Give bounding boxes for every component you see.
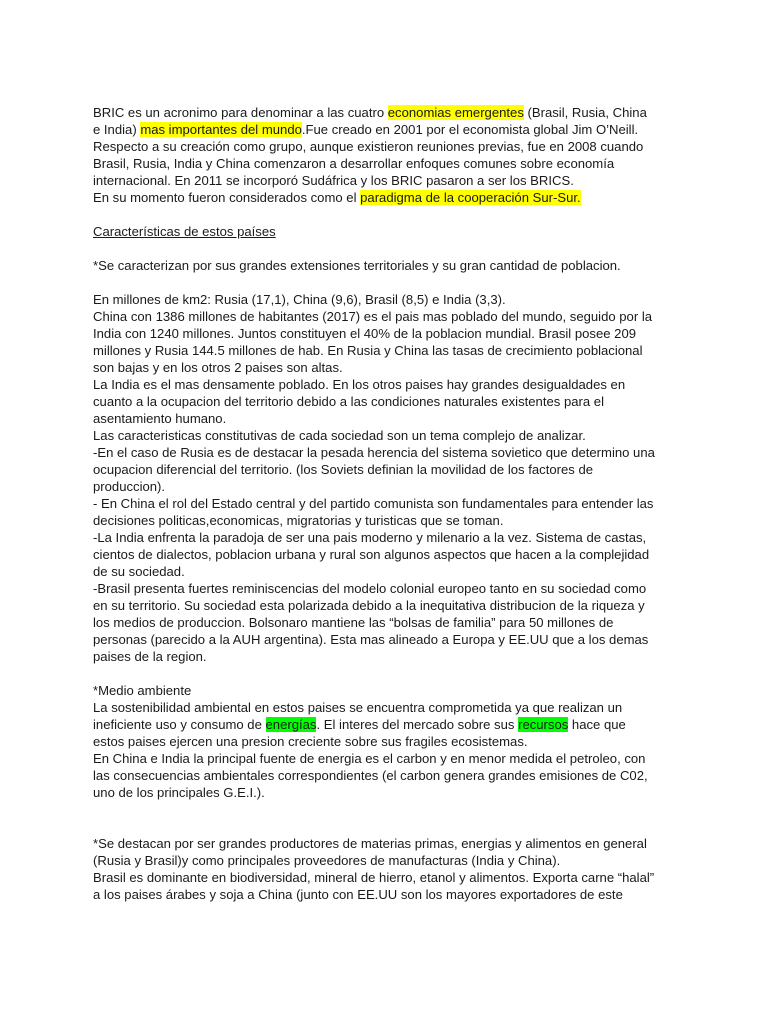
text-run: ineficiente uso y consumo de [93,717,266,732]
text-line [93,682,677,699]
text-line [93,410,677,427]
text-run: *Medio ambiente [93,683,192,698]
text-line [93,495,677,512]
text-run: e India) [93,122,141,137]
paragraph-gap [93,665,677,682]
text-line [93,529,677,546]
text-line [93,852,677,869]
text-run: *Se destacan por ser grandes productores de materias primas, energias y alimentos en general [93,836,647,851]
text-run: hace que [568,717,626,732]
text-line [93,597,677,614]
text-line [93,869,677,886]
text-line [93,750,677,767]
text-line [93,223,677,240]
text-run: personas (parecido a la AUH argentina). Esta mas alineado a Europa y EE.UU que a los demas [93,632,649,647]
paragraph [93,682,677,801]
paragraph [93,835,677,903]
section-heading: Características de estos países [93,224,276,239]
text-run: asentamiento humano. [93,411,227,426]
text-line [93,767,677,784]
text-run: .Fue creado en 2001 por el economista global Jim O’Neill. [301,122,639,137]
text-run: . El interes del mercado sobre sus [316,717,519,732]
text-run: Brasil es dominante en biodiversidad, mineral de hierro, etanol y alimentos. Exporta carne “halal” [93,870,655,885]
text-run: Respecto a su creación como grupo, aunque existieron reuniones previas, fue en 2008 cuando [93,139,644,154]
paragraph-gap [93,240,677,257]
text-run: *Se caracterizan por sus grandes extensiones territoriales y su gran cantidad de poblacion. [93,258,621,273]
paragraph [93,291,677,665]
text-run: a los paises árabes y soja a China (junto con EE.UU son los mayores exportadores de este [93,887,623,902]
text-run: produccion). [93,479,166,494]
text-run: Brasil, Rusia, India y China comenzaron a desarrollar enfoques comunes sobre economía [93,156,615,171]
text-run: En su momento fueron considerados como el [93,190,361,205]
paragraph-gap [93,274,677,291]
text-line [93,886,677,903]
text-line [93,172,677,189]
text-run: - En China el rol del Estado central y del partido comunista son fundamentales para entender las [93,496,654,511]
text-run: paises de la region. [93,649,207,664]
text-line [93,189,677,206]
text-line [93,478,677,495]
text-run: -La India enfrenta la paradoja de ser una pais moderno y milenario a la vez. Sistema de castas, [93,530,647,545]
text-run: En millones de km2: Rusia (17,1), China (9,6), Brasil (8,5) e India (3,3). [93,292,506,307]
paragraph-gap [93,801,677,818]
text-run: millones y Rusia 144.5 millones de hab. En Rusia y China las tasas de crecimiento poblacional [93,343,643,358]
paragraph [93,104,677,206]
text-line [93,104,677,121]
text-run: internacional. En 2011 se incorporó Sudáfrica y los BRIC pasaron a ser los BRICS. [93,173,574,188]
document-body [93,104,677,903]
text-line [93,308,677,325]
text-line [93,291,677,308]
text-line [93,716,677,733]
text-run: En China e India la principal fuente de energia es el carbon y en menor medida el petroleo, con [93,751,646,766]
highlighted-text: mas importantes del mundo [140,122,302,137]
text-line [93,648,677,665]
text-line [93,376,677,393]
text-run: decisiones politicas,economicas, migratorias y turisticas que se toman. [93,513,504,528]
text-line [93,427,677,444]
text-line [93,461,677,478]
text-run: La India es el mas densamente poblado. En los otros paises hay grandes desigualdades en [93,377,626,392]
text-line [93,784,677,801]
text-run: -En el caso de Rusia es de destacar la pesada herencia del sistema sovietico que determino una [93,445,655,460]
text-run: de su sociedad. [93,564,185,579]
text-run: India con 1240 millones. Juntos constituyen el 40% de la poblacion mundial. Brasil posee 209 [93,326,637,341]
paragraph-gap [93,206,677,223]
text-run: son bajas y en los otros 2 paises son altas. [93,360,343,375]
text-line [93,444,677,461]
text-line [93,563,677,580]
highlighted-text: recursos [518,717,569,732]
text-run: uno de los principales G.E.I.). [93,785,265,800]
text-line [93,580,677,597]
text-run: estos paises ejercen una presion creciente sobre sus fragiles ecosistemas. [93,734,528,749]
text-run: en su territorio. Su sociedad esta polarizada debido a la inequitativa distribucion de la riqueza y [93,598,645,613]
text-run: China con 1386 millones de habitantes (2017) es el pais mas poblado del mundo, seguido por la [93,309,653,324]
paragraph [93,257,677,274]
text-line [93,393,677,410]
text-run: -Brasil presenta fuertes reminiscencias del modelo colonial europeo tanto en su sociedad como [93,581,647,596]
text-line [93,835,677,852]
text-line [93,614,677,631]
text-run: (Brasil, Rusia, China [523,105,647,120]
text-line [93,359,677,376]
paragraph-gap [93,818,677,835]
highlighted-text: paradigma de la cooperación Sur-Sur. [360,190,581,205]
text-line [93,155,677,172]
text-line [93,546,677,563]
highlighted-text: economias emergentes [387,105,524,120]
text-run: cientos de dialectos, poblacion urbana y rural son algunos aspectos que hacen a la complejidad [93,547,650,562]
text-line [93,121,677,138]
text-line [93,342,677,359]
text-line [93,138,677,155]
text-run: ocupacion diferencial del territorio. (los Soviets definian la movilidad de los factores de [93,462,594,477]
text-run: las consecuencias ambientales correspondientes (el carbon genera grandes emisiones de C02, [93,768,648,783]
text-run: (Rusia y Brasil)y como principales proveedores de manufacturas (India y China). [93,853,561,868]
text-run: los medios de produccion. Bolsonaro mantiene las “bolsas de familia” para 50 millones de [93,615,614,630]
text-line [93,325,677,342]
text-run: BRIC es un acronimo para denominar a las cuatro [93,105,388,120]
text-line [93,512,677,529]
highlighted-text: energías [265,717,317,732]
text-run: cuanto a la ocupacion del territorio debido a las condiciones naturales existentes para el [93,394,604,409]
text-run: Las caracteristicas constitutivas de cada sociedad son un tema complejo de analizar. [93,428,586,443]
text-run: La sostenibilidad ambiental en estos paises se encuentra comprometida ya que realizan un [93,700,623,715]
text-line [93,699,677,716]
text-line [93,733,677,750]
text-line [93,631,677,648]
text-line [93,257,677,274]
paragraph [93,223,677,240]
